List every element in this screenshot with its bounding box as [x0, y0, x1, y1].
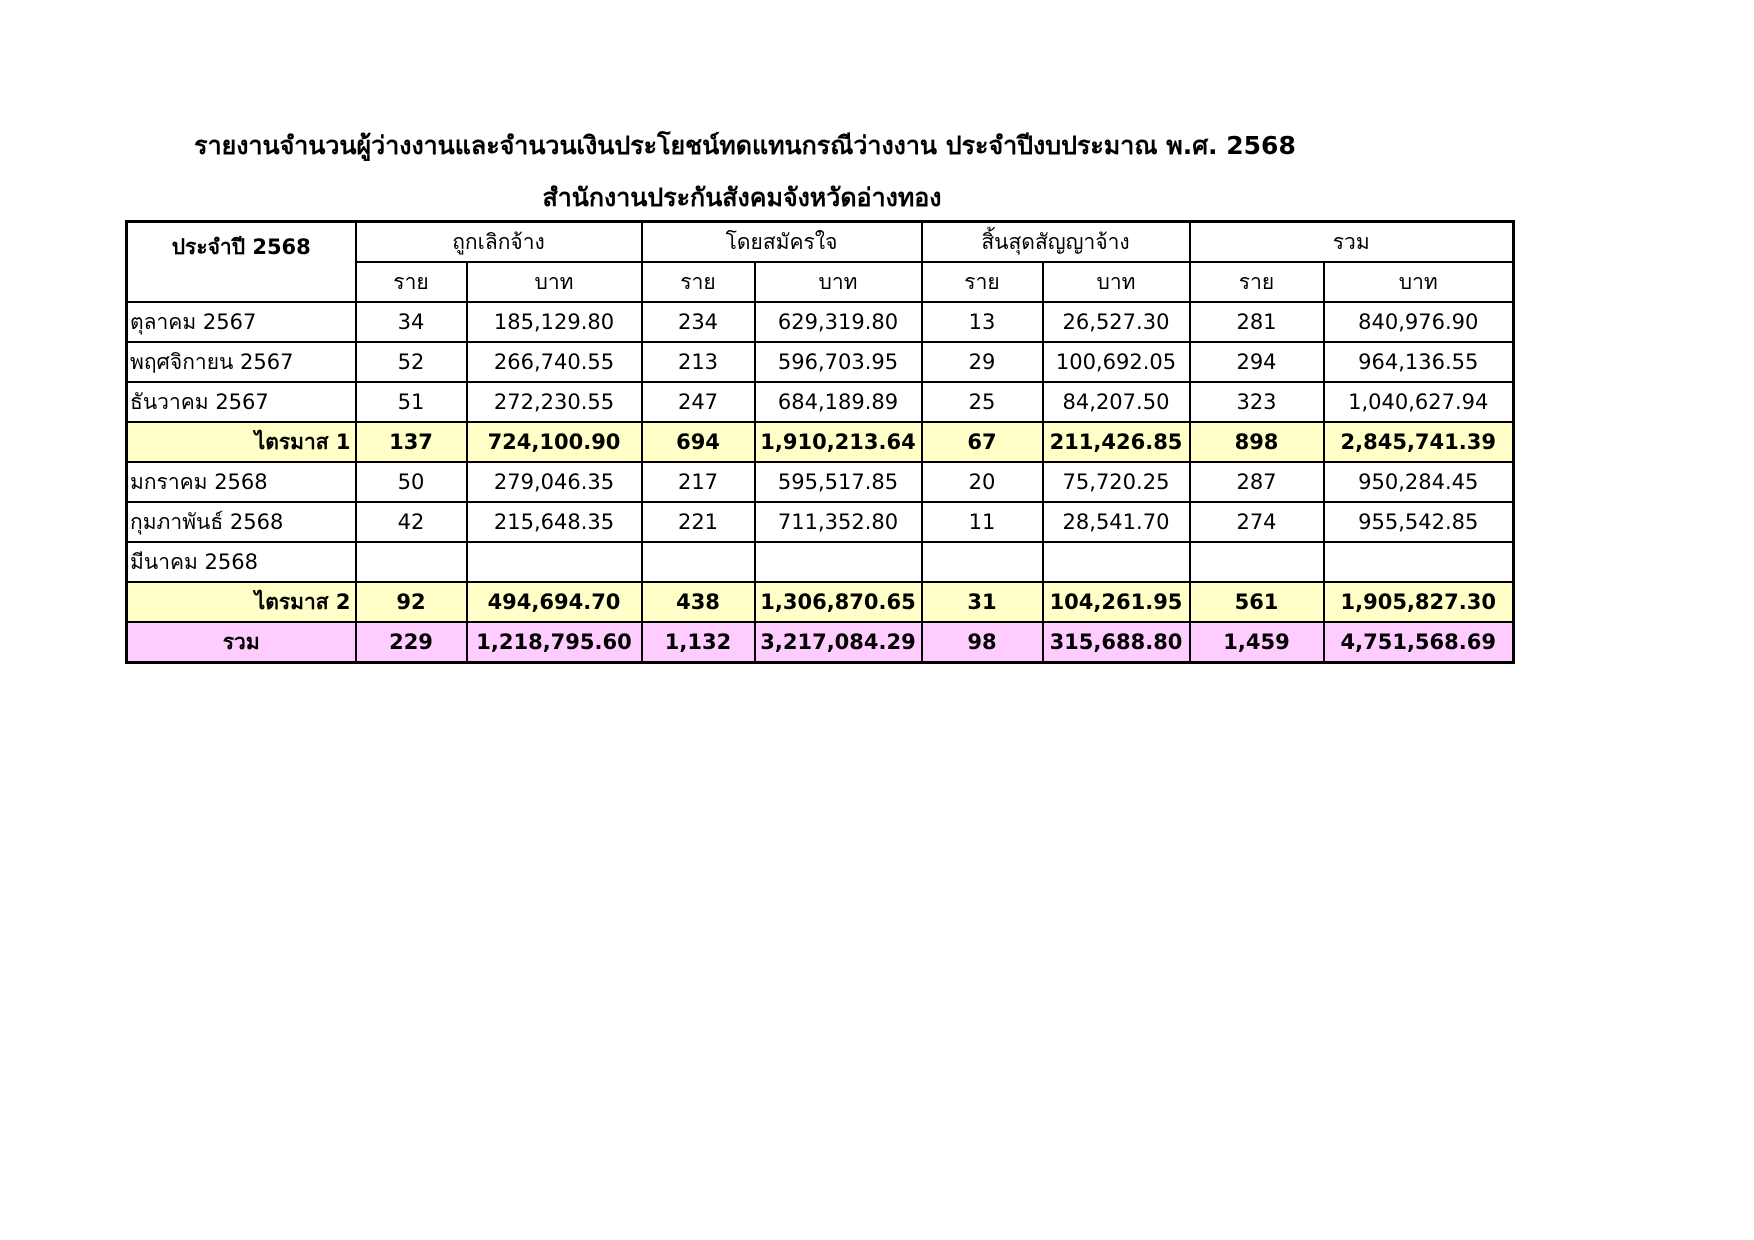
row-label: ไตรมาส 2: [127, 582, 356, 622]
count-cell: 234: [642, 302, 755, 342]
table-row: [127, 542, 1514, 582]
row-label: ธันวาคม 2567: [127, 382, 356, 422]
amount-cell: 315,688.80: [1043, 622, 1190, 663]
count-cell: 323: [1190, 382, 1324, 422]
grand-total-row: [127, 622, 1514, 663]
count-cell: 694: [642, 422, 755, 462]
amount-cell: 964,136.55: [1324, 342, 1514, 382]
amount-cell: 596,703.95: [755, 342, 922, 382]
table-row: [127, 502, 1514, 542]
count-cell: 1,459: [1190, 622, 1324, 663]
count-cell: 50: [356, 462, 467, 502]
table-row: [127, 302, 1514, 342]
count-cell: 221: [642, 502, 755, 542]
sub-header-amount: บาท: [467, 262, 642, 302]
amount-cell: 1,218,795.60: [467, 622, 642, 663]
amount-cell: 2,845,741.39: [1324, 422, 1514, 462]
amount-cell: 211,426.85: [1043, 422, 1190, 462]
sub-header-count: ราย: [1190, 262, 1324, 302]
count-cell: 561: [1190, 582, 1324, 622]
count-cell: 294: [1190, 342, 1324, 382]
group-header-voluntary: โดยสมัครใจ: [642, 222, 922, 263]
count-cell: 247: [642, 382, 755, 422]
count-cell: 25: [922, 382, 1043, 422]
count-cell: 42: [356, 502, 467, 542]
sub-header-count: ราย: [642, 262, 755, 302]
count-cell: [356, 542, 467, 582]
amount-cell: 1,040,627.94: [1324, 382, 1514, 422]
amount-cell: 494,694.70: [467, 582, 642, 622]
amount-cell: [755, 542, 922, 582]
amount-cell: 75,720.25: [1043, 462, 1190, 502]
amount-cell: 684,189.89: [755, 382, 922, 422]
amount-cell: 595,517.85: [755, 462, 922, 502]
row-label: กุมภาพันธ์ 2568: [127, 502, 356, 542]
report-subtitle: สำนักงานประกันสังคมจังหวัดอ่างทอง: [542, 183, 942, 212]
sub-header-amount: บาท: [755, 262, 922, 302]
header-row-groups: [127, 222, 1514, 263]
amount-cell: 1,910,213.64: [755, 422, 922, 462]
amount-cell: 279,046.35: [467, 462, 642, 502]
count-cell: 438: [642, 582, 755, 622]
row-label: ไตรมาส 1: [127, 422, 356, 462]
count-cell: 229: [356, 622, 467, 663]
amount-cell: 272,230.55: [467, 382, 642, 422]
row-label: มีนาคม 2568: [127, 542, 356, 582]
count-cell: 137: [356, 422, 467, 462]
amount-cell: 26,527.30: [1043, 302, 1190, 342]
amount-cell: [1324, 542, 1514, 582]
count-cell: 29: [922, 342, 1043, 382]
amount-cell: 4,751,568.69: [1324, 622, 1514, 663]
row-label: มกราคม 2568: [127, 462, 356, 502]
count-cell: 67: [922, 422, 1043, 462]
amount-cell: 711,352.80: [755, 502, 922, 542]
group-header-contract-end: สิ้นสุดสัญญาจ้าง: [922, 222, 1190, 263]
amount-cell: 215,648.35: [467, 502, 642, 542]
row-label: ตุลาคม 2567: [127, 302, 356, 342]
count-cell: 11: [922, 502, 1043, 542]
amount-cell: 724,100.90: [467, 422, 642, 462]
amount-cell: [467, 542, 642, 582]
amount-cell: 950,284.45: [1324, 462, 1514, 502]
amount-cell: 1,905,827.30: [1324, 582, 1514, 622]
group-header-total: รวม: [1190, 222, 1514, 263]
count-cell: 34: [356, 302, 467, 342]
count-cell: 13: [922, 302, 1043, 342]
count-cell: [642, 542, 755, 582]
count-cell: 1,132: [642, 622, 755, 663]
amount-cell: 840,976.90: [1324, 302, 1514, 342]
count-cell: 274: [1190, 502, 1324, 542]
count-cell: [1190, 542, 1324, 582]
count-cell: 52: [356, 342, 467, 382]
unemployment-report-table: [125, 220, 1515, 664]
group-header-terminated: ถูกเลิกจ้าง: [356, 222, 642, 263]
count-cell: 213: [642, 342, 755, 382]
count-cell: 92: [356, 582, 467, 622]
count-cell: 281: [1190, 302, 1324, 342]
amount-cell: 28,541.70: [1043, 502, 1190, 542]
count-cell: 20: [922, 462, 1043, 502]
count-cell: 217: [642, 462, 755, 502]
count-cell: 51: [356, 382, 467, 422]
count-cell: 287: [1190, 462, 1324, 502]
amount-cell: 266,740.55: [467, 342, 642, 382]
quarter-subtotal-row: [127, 582, 1514, 622]
sub-header-count: ราย: [356, 262, 467, 302]
quarter-subtotal-row: [127, 422, 1514, 462]
table-row: [127, 462, 1514, 502]
amount-cell: [1043, 542, 1190, 582]
sub-header-amount: บาท: [1043, 262, 1190, 302]
report-title: รายงานจำนวนผู้ว่างงานและจำนวนเงินประโยชน์ทดแทนกรณีว่างงาน ประจำปีงบประมาณ พ.ศ. 2568: [194, 131, 1296, 160]
row-label: พฤศจิกายน 2567: [127, 342, 356, 382]
amount-cell: 1,306,870.65: [755, 582, 922, 622]
amount-cell: 100,692.05: [1043, 342, 1190, 382]
table-row: [127, 382, 1514, 422]
amount-cell: 955,542.85: [1324, 502, 1514, 542]
sub-header-amount: บาท: [1324, 262, 1514, 302]
count-cell: 898: [1190, 422, 1324, 462]
row-label: รวม: [127, 622, 356, 663]
amount-cell: 629,319.80: [755, 302, 922, 342]
count-cell: 31: [922, 582, 1043, 622]
table-body: [127, 302, 1514, 663]
count-cell: [922, 542, 1043, 582]
year-header: ประจำปี 2568: [127, 222, 356, 303]
amount-cell: 84,207.50: [1043, 382, 1190, 422]
amount-cell: 185,129.80: [467, 302, 642, 342]
amount-cell: 3,217,084.29: [755, 622, 922, 663]
count-cell: 98: [922, 622, 1043, 663]
amount-cell: 104,261.95: [1043, 582, 1190, 622]
sub-header-count: ราย: [922, 262, 1043, 302]
table-row: [127, 342, 1514, 382]
